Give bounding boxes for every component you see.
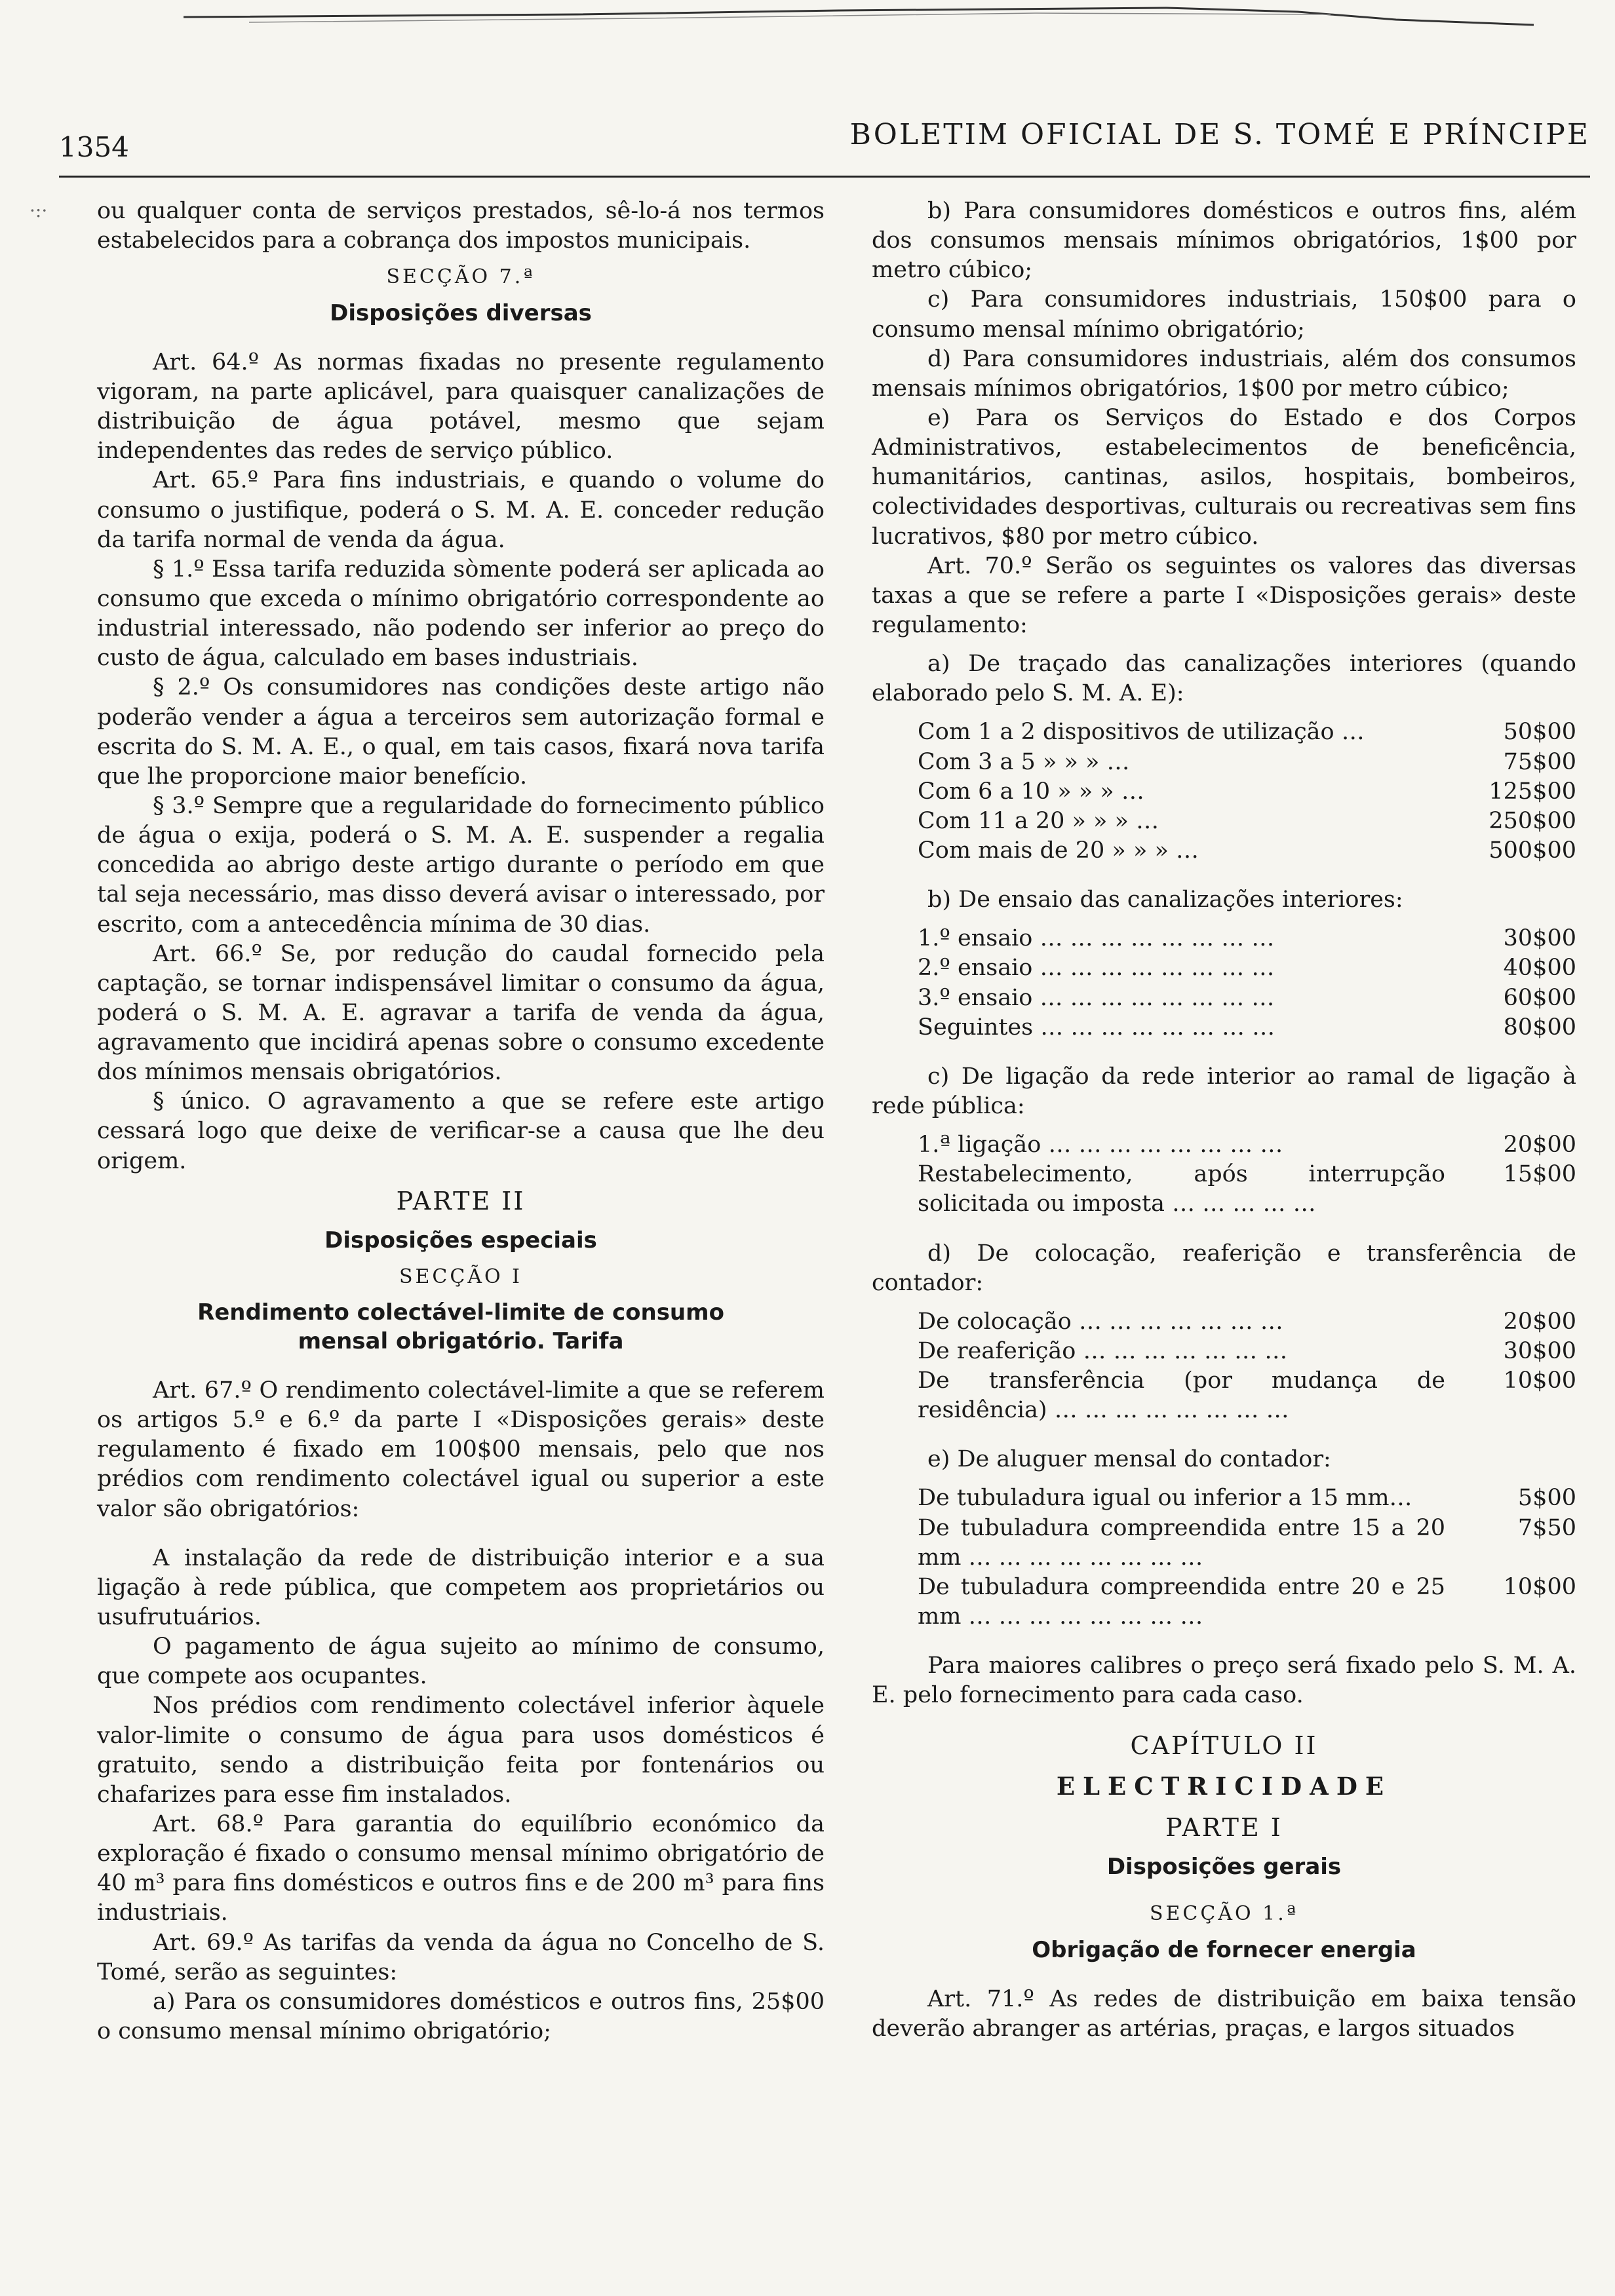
table-row: De tubuladura igual ou inferior a 15 mm… 5$00 [918,1485,1576,1512]
section-label: SECÇÃO 1.ª [1149,1902,1299,1926]
chapter-label: CAPÍTULO II [1130,1731,1318,1761]
article-69: Art. 69.º As tarifas da venda da água no Concelho de S. Tomé, serão as seguintes: [97,1929,825,1985]
table-row: Com mais de 20 » » » … 500$00 [918,837,1576,864]
article-70: Art. 70.º Serão os seguintes os valores das diversas taxas a que se refere a parte I «Disposições gerais» deste regulamento: [872,552,1576,638]
tax-a-table [872,718,1576,866]
table-row: Com 11 a 20 » » » … 250$00 [918,807,1576,834]
table-row: 3.º ensaio … … … … … … … … 60$00 [918,984,1576,1011]
section-title: Disposições diversas [330,299,592,326]
tax-c-table [872,1130,1576,1219]
part-label: PARTE I [1165,1813,1283,1843]
article-65-par2: § 2.º Os consumidores nas condições deste artigo não poderão vender a água a terceiros sem autorização formal e escrita do S. M. A. E., o qual, em tais casos, fixará nova tarifa que lhe proporcione maior benefício. [97,674,825,790]
header-rule [59,176,1590,178]
table-row: Com 3 a 5 » » » … 75$00 [918,748,1576,775]
tax-e-table [872,1483,1576,1632]
table-row: De tubuladura compreendida entre 15 a 20 mm … … … … … … … … 7$50 [918,1514,1576,1571]
table-row: Com 1 a 2 dispositivos de utilização … 50$00 [918,719,1576,746]
table-row: 2.º ensaio … … … … … … … … 40$00 [918,955,1576,982]
section-title: Rendimento colectável-limite de consumo mensal obrigatório. Tarifa [197,1299,724,1355]
tax-b-intro: b) De ensaio das canalizações interiores: [927,887,1403,913]
article-71: Art. 71.º As redes de distribuição em baixa tensão deverão abranger as artérias, praças, e largos situados [872,1985,1576,2042]
page-header [59,118,1590,170]
article-67-item: A instalação da rede de distribuição interior e a sua ligação à rede pública, que competem aos proprietários ou usufrutuários. [97,1544,825,1631]
section-title: Obrigação de fornecer energia [1032,1936,1416,1963]
article-67-item: Nos prédios com rendimento colectável inferior àquele valor-limite o consumo de água para usos domésticos é gratuito, sendo a distribuição feita por fontenários ou chafarizes para esse fim instalados. [97,1693,825,1808]
chapter-title: ELECTRICIDADE [1056,1772,1392,1801]
tax-d-table [872,1307,1576,1426]
section-label: SECÇÃO I [399,1265,522,1288]
running-title: BOLETIM OFICIAL DE S. TOMÉ E PRÍNCIPE [849,118,1590,151]
article-66-unico: § único. O agravamento a que se refere este artigo cessará logo que deixe de verificar-se a causa que lhe deu origem. [97,1088,825,1174]
section-label: SECÇÃO 7.ª [386,265,535,289]
article-69-a: a) Para os consumidores domésticos e outros fins, 25$00 o consumo mensal mínimo obrigatório; [97,1988,825,2044]
article-64: Art. 64.º As normas fixadas no presente regulamento vigoram, na parte aplicável, para quaisquer canalizações de distribuição de água potável, mesmo que sejam independentes das redes de serviço público. [97,349,825,465]
paragraph: ou qualquer conta de serviços prestados, sê-lo-á nos termos estabelecidos para a cobrança dos impostos municipais. [97,198,825,254]
left-column [97,197,825,2046]
article-69-c: c) Para consumidores industriais, 150$00 para o consumo mensal mínimo obrigatório; [872,286,1576,343]
article-69-e: e) Para os Serviços do Estado e dos Corpos Administrativos, estabelecimentos de beneficência, humanitários, cantinas, asilos, hospitais, bombeiros, colectividades desportivas, culturais ou recreativas sem fins lucrativos, $80 por metro cúbico. [872,404,1576,550]
tax-d-intro: d) De colocação, reaferição e transferência de contador: [872,1240,1576,1296]
part-label: PARTE II [396,1186,526,1215]
tax-a-intro: a) De traçado das canalizações interiores (quando elaborado pelo S. M. A. E): [872,651,1576,707]
tax-c-intro: c) De ligação da rede interior ao ramal de ligação à rede pública: [872,1063,1576,1119]
article-69-d: d) Para consumidores industriais, além dos consumos mensais mínimos obrigatórios, 1$00 por metro cúbico; [872,345,1576,402]
top-edge-scratch [184,5,1534,30]
tax-b-table [872,924,1576,1043]
article-67-item: O pagamento de água sujeito ao mínimo de consumo, que compete aos ocupantes. [97,1634,825,1690]
article-66: Art. 66.º Se, por redução do caudal fornecido pela captação, se tornar indispensável limitar o consumo da água, poderá o S. M. A. E. agravar a tarifa de venda da água, agravamento que incidirá apenas sobre o consumo excedente dos mínimos mensais obrigatórios. [97,940,825,1086]
tax-e-intro: e) De aluguer mensal do contador: [927,1446,1331,1473]
closing-paragraph: Para maiores calibres o preço será fixado pelo S. M. A. E. pelo fornecimento para cada caso. [872,1653,1576,1709]
article-68: Art. 68.º Para garantia do equilíbrio económico da exploração é fixado o consumo mensal mínimo obrigatório de 40 m³ para fins domésticos e outros fins e de 200 m³ para fins industriais. [97,1811,825,1926]
margin-mark: ·:· [29,200,48,221]
table-row: De tubuladura compreendida entre 20 e 25 mm … … … … … … … … 10$00 [918,1573,1576,1630]
article-69-b: b) Para consumidores domésticos e outros fins, além dos consumos mensais mínimos obrigatórios, 1$00 por metro cúbico; [872,198,1576,284]
part-title: Disposições gerais [1106,1854,1342,1881]
table-row: 1.º ensaio … … … … … … … … 30$00 [918,925,1576,952]
article-65: Art. 65.º Para fins industriais, e quando o volume do consumo o justifique, poderá o S. M. A. E. conceder redução da tarifa normal de venda da água. [97,467,825,553]
table-row: 1.ª ligação … … … … … … … … 20$00 [918,1132,1576,1158]
table-row: Com 6 a 10 » » » … 125$00 [918,778,1576,805]
table-row: Seguintes … … … … … … … … 80$00 [918,1014,1576,1041]
article-67: Art. 67.º O rendimento colectável-limite a que se referem os artigos 5.º e 6.º da parte I «Disposições gerais» deste regulamento é fixado em 100$00 mensais, pelo que nos prédios com rendimento colectável igual ou superior a este valor são obrigatórios: [97,1377,825,1522]
article-65-par1: § 1.º Essa tarifa reduzida sòmente poderá ser aplicada ao consumo que exceda o mínimo obrigatório correspondente ao industrial interessado, não podendo ser inferior ao preço do custo de água, calculado em bases industriais. [97,556,825,672]
table-row: De reaferição … … … … … … … 30$00 [918,1337,1576,1364]
table-row: De colocação … … … … … … … 20$00 [918,1308,1576,1335]
table-row: Restabelecimento, após interrupção solicitada ou imposta … … … … … 15$00 [918,1161,1576,1217]
part-title: Disposições especiais [324,1227,597,1253]
article-65-par3: § 3.º Sempre que a regularidade do fornecimento público de água o exija, poderá o S. M. A. E. suspender a regalia concedida ao abrigo deste artigo durante o período em que tal seja necessário, mas disso deverá avisar o interessado, por escrito, com a antecedência mínima de 30 dias. [97,792,825,938]
right-column [872,197,1576,2044]
page-number: 1354 [59,131,129,163]
table-row: De transferência (por mudança de residência) … … … … … … … … 10$00 [918,1368,1576,1424]
